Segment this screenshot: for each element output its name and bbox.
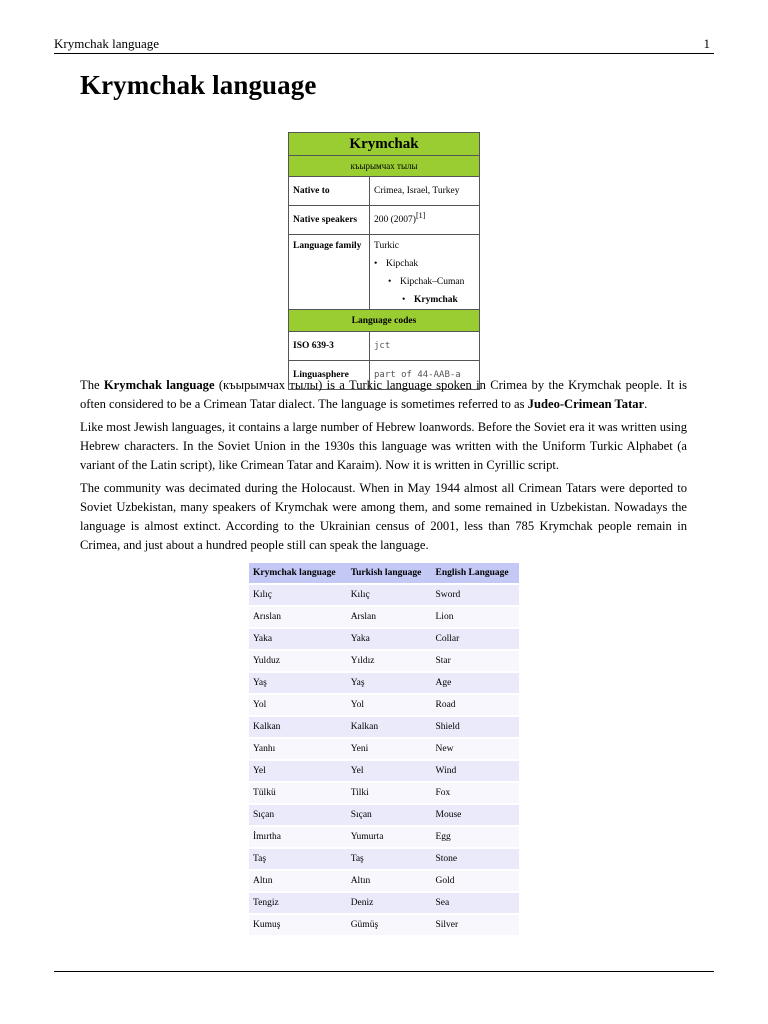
vocabulary-table <box>249 561 519 937</box>
linguasphere-code: part of 44-AAB-a <box>370 361 480 390</box>
linguasphere-label: Linguasphere <box>289 361 370 390</box>
intro-bold-term: Krymchak language <box>103 378 215 392</box>
native-speakers-label: Native speakers <box>289 206 370 235</box>
table-row <box>249 761 519 781</box>
table-cell: New <box>432 739 520 759</box>
table-cell: Sea <box>432 893 520 913</box>
bullet-icon: • <box>374 259 378 269</box>
table-cell: Kılıç <box>249 585 347 605</box>
table-row <box>249 849 519 869</box>
table-cell: Mouse <box>432 805 520 825</box>
table-row <box>249 871 519 891</box>
language-family-label: Language family <box>289 235 370 310</box>
table-cell: Yaş <box>249 673 347 693</box>
infobox-row-iso <box>289 332 480 361</box>
table-cell: Yanhı <box>249 739 347 759</box>
infobox-title: Krymchak <box>289 133 480 156</box>
language-codes-header: Language codes <box>289 310 480 332</box>
table-cell: Road <box>432 695 520 715</box>
infobox-native-name: къырымчах тылы <box>289 156 480 177</box>
table-cell: Lion <box>432 607 520 627</box>
native-speakers-value: 200 (2007) <box>374 215 416 225</box>
table-cell: Sıçan <box>347 805 432 825</box>
table-cell: Yaka <box>249 629 347 649</box>
iso-label: ISO 639-3 <box>289 332 370 361</box>
table-cell: Star <box>432 651 520 671</box>
header-rule <box>54 53 714 54</box>
table-cell: Gümüş <box>347 915 432 935</box>
table-cell: Tengiz <box>249 893 347 913</box>
family-level-3 <box>374 291 475 309</box>
table-cell: Gold <box>432 871 520 891</box>
table-cell: Stone <box>432 849 520 869</box>
paragraph-writing: Like most Jewish languages, it contains a large number of Hebrew loanwords. Before the Soviet era it was written using Hebrew characters. In the Soviet Union in the 1930s this language was written with the Uniform Turkic Alphabet (a variant of the Latin script), like Crimean Tatar and Karaim). Now it is written in Cyrillic script. <box>80 420 687 472</box>
family-level-1 <box>374 255 475 273</box>
table-row <box>249 629 519 649</box>
page-number: 1 <box>703 36 710 51</box>
table-cell: Kalkan <box>347 717 432 737</box>
alt-name-bold-term: Judeo-Crimean Tatar <box>527 397 645 411</box>
table-cell: Yıldız <box>347 651 432 671</box>
table-cell: Wind <box>432 761 520 781</box>
table-cell: Deniz <box>347 893 432 913</box>
table-cell: Arıslan <box>249 607 347 627</box>
citation-link[interactable]: [1] <box>415 210 426 220</box>
iso-code[interactable]: jct <box>370 332 480 361</box>
page-title: Krymchak language <box>80 70 317 100</box>
table-cell: Yaş <box>347 673 432 693</box>
table-cell: Taş <box>347 849 432 869</box>
native-to-value: Crimea, Israel, Turkey <box>370 177 480 206</box>
table-cell: Altın <box>249 871 347 891</box>
table-row <box>249 695 519 715</box>
table-cell: Taş <box>249 849 347 869</box>
table-cell: Tilki <box>347 783 432 803</box>
table-cell: Yol <box>347 695 432 715</box>
table-cell: Arslan <box>347 607 432 627</box>
native-to-label: Native to <box>289 177 370 206</box>
table-cell: Age <box>432 673 520 693</box>
table-cell: Yaka <box>347 629 432 649</box>
table-cell: Kumuş <box>249 915 347 935</box>
column-header: English Language <box>432 563 520 583</box>
table-row <box>249 827 519 847</box>
table-cell: Yumurta <box>347 827 432 847</box>
family-root[interactable]: Turkic <box>374 241 399 251</box>
language-family-tree <box>370 235 480 310</box>
table-body <box>249 585 519 935</box>
native-speakers-cell <box>370 206 480 235</box>
table-cell: Fox <box>432 783 520 803</box>
table-row <box>249 805 519 825</box>
table-cell: Shield <box>432 717 520 737</box>
infobox-row-native-speakers <box>289 206 480 235</box>
table-cell: Yeni <box>347 739 432 759</box>
infobox-row-family <box>289 235 480 310</box>
table-cell: Egg <box>432 827 520 847</box>
language-infobox <box>288 132 480 390</box>
table-cell: İmırtha <box>249 827 347 847</box>
footer-rule <box>54 971 714 972</box>
family-level-2-label[interactable]: Kipchak–Cuman <box>400 277 465 287</box>
table-cell: Sword <box>432 585 520 605</box>
table-cell: Collar <box>432 629 520 649</box>
bullet-icon: • <box>402 295 406 305</box>
paragraph-intro <box>80 376 687 414</box>
table-row <box>249 607 519 627</box>
table-cell: Yol <box>249 695 347 715</box>
table-row <box>249 915 519 935</box>
table-cell: Kılıç <box>347 585 432 605</box>
intro-text: . <box>644 397 648 411</box>
family-level-1-label[interactable]: Kipchak <box>386 259 419 269</box>
paragraph-history: The community was decimated during the Holocaust. When in May 1944 almost all Crimean Tatars were deported to Soviet Uzbekistan, many speakers of Krymchak were among them, and some remained in Uzbekistan. Nowadays the language is almost extinct. According to the Ukrainian census of 2001, less than 785 Krymchak people remain in Crimea, and just about a hundred people still can speak the language. <box>80 481 687 552</box>
intro-text: The <box>80 378 104 392</box>
table-cell: Silver <box>432 915 520 935</box>
table-row <box>249 717 519 737</box>
table-row <box>249 673 519 693</box>
table-row <box>249 585 519 605</box>
column-header: Krymchak language <box>249 563 347 583</box>
bullet-icon: • <box>388 277 392 287</box>
table-header-row <box>249 563 519 583</box>
table-cell: Yel <box>347 761 432 781</box>
table-row <box>249 651 519 671</box>
column-header: Turkish language <box>347 563 432 583</box>
running-header-title: Krymchak language <box>54 36 160 51</box>
table-row <box>249 783 519 803</box>
article-body <box>80 376 687 559</box>
table-cell: Altın <box>347 871 432 891</box>
infobox-row-native-to <box>289 177 480 206</box>
table-cell: Sıçan <box>249 805 347 825</box>
table-row <box>249 893 519 913</box>
table-row <box>249 739 519 759</box>
table-cell: Yel <box>249 761 347 781</box>
table-cell: Kalkan <box>249 717 347 737</box>
family-level-2 <box>374 273 475 291</box>
table-cell: Yulduz <box>249 651 347 671</box>
table-cell: Tülkü <box>249 783 347 803</box>
family-level-3-label: Krymchak <box>414 295 458 305</box>
intro-text: (къырымчах тылы) is a Turkic language spoken in Crimea by the Krymchak people. It is often considered to be a Crimean Tatar dialect. The language is sometimes referred to as <box>80 378 687 411</box>
running-header <box>54 36 714 52</box>
